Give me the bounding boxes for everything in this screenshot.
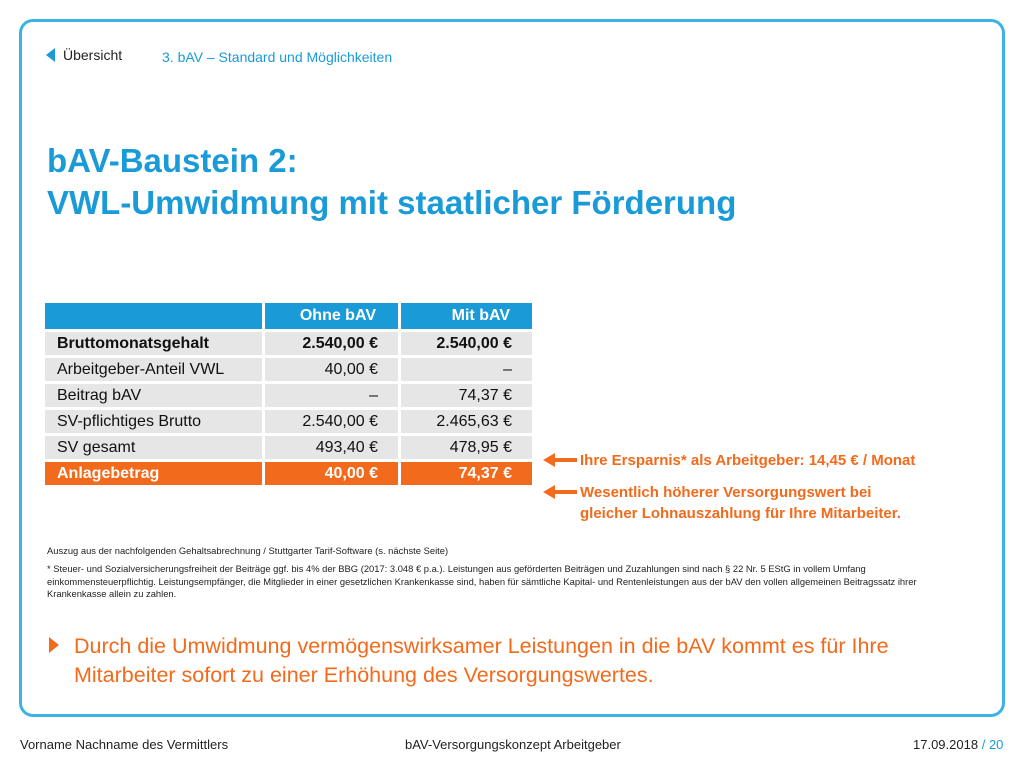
savings-note: Ihre Ersparnis* als Arbeitgeber: 14,45 € / Monat (580, 452, 916, 469)
footer-date: 17.09.2018 (913, 737, 979, 752)
cell-mit: 478,95 € (398, 433, 532, 459)
row-label: Anlagebetrag (45, 459, 262, 485)
table-row (45, 329, 532, 355)
cell-ohne: 40,00 € (262, 459, 398, 485)
cell-mit: 74,37 € (398, 459, 532, 485)
value-note-line-2: gleicher Lohnauszahlung für Ihre Mitarbeiter. (580, 505, 901, 522)
back-label: Übersicht (63, 47, 123, 63)
cell-mit: – (398, 355, 532, 381)
arrow-left-icon (543, 485, 577, 499)
table-row-highlight (45, 459, 532, 485)
back-to-overview-link[interactable] (46, 47, 122, 63)
value-note (580, 482, 901, 524)
chevron-left-icon (46, 48, 55, 62)
header-mit-bav: Mit bAV (398, 303, 532, 329)
cell-mit: 74,37 € (398, 381, 532, 407)
table-header-row (45, 303, 532, 329)
page-title (47, 140, 736, 224)
key-message: Durch die Umwidmung vermögenswirksamer Leistungen in die bAV kommt es für Ihre Mitarbeiter sofort zu einer Erhöhung des Versorgungswertes. (74, 634, 889, 687)
header-ohne-bav: Ohne bAV (262, 303, 398, 329)
asterisk-footnote: * Steuer- und Sozialversicherungsfreiheit der Beiträge ggf. bis 4% der BBG (2017: 3.048 € p.a.). Leistungen aus geförderten Beiträgen und Zuzahlungen sind nach § 22 Nr. 5 EStG in vollem Umfang einkommensteuerpflichtig. Leistungsempfänger, die Mitglieder in einer gesetzlichen Krankenkasse sind, haben für sämtliche Kapital- und Rentenleistungen aus der bAV den vollen allgemeinen Beitragssatz ihrer Krankenkasse allein zu zahlen. (47, 563, 917, 599)
title-line-2: VWL-Umwidmung mit staatlicher Förderung (47, 184, 737, 221)
cell-ohne: 2.540,00 € (262, 407, 398, 433)
source-footnote: Auszug aus der nachfolgenden Gehaltsabrechnung / Stuttgarter Tarif-Software (s. nächste Seite) (47, 545, 449, 556)
row-label: SV gesamt (45, 433, 262, 459)
table-row (45, 433, 532, 459)
header-empty (45, 303, 262, 329)
table-row (45, 407, 532, 433)
triangle-right-icon (49, 637, 59, 653)
page-separator: / (981, 737, 986, 752)
row-label: Beitrag bAV (45, 381, 262, 407)
cell-ohne: 40,00 € (262, 355, 398, 381)
footer-agent-name: Vorname Nachname des Vermittlers (20, 737, 229, 752)
row-label: Bruttomonatsgehalt (45, 329, 262, 355)
footer-date-page (913, 737, 1003, 752)
footer-document-title: bAV-Versorgungskonzept Arbeitgeber (405, 737, 621, 752)
cell-ohne: 493,40 € (262, 433, 398, 459)
title-line-1: bAV-Baustein 2: (47, 142, 298, 179)
table-row (45, 355, 532, 381)
cell-mit: 2.540,00 € (398, 329, 532, 355)
row-label: SV-pflichtiges Brutto (45, 407, 262, 433)
table-row (45, 381, 532, 407)
cell-ohne: 2.540,00 € (262, 329, 398, 355)
arrow-left-icon (543, 453, 577, 467)
comparison-table (45, 303, 532, 485)
cell-mit: 2.465,63 € (398, 407, 532, 433)
breadcrumb[interactable]: 3. bAV – Standard und Möglichkeiten (162, 49, 393, 65)
page-number: 20 (988, 737, 1004, 752)
row-label: Arbeitgeber-Anteil VWL (45, 355, 262, 381)
cell-ohne: – (262, 381, 398, 407)
value-note-line-1: Wesentlich höherer Versorgungswert bei (580, 484, 872, 501)
